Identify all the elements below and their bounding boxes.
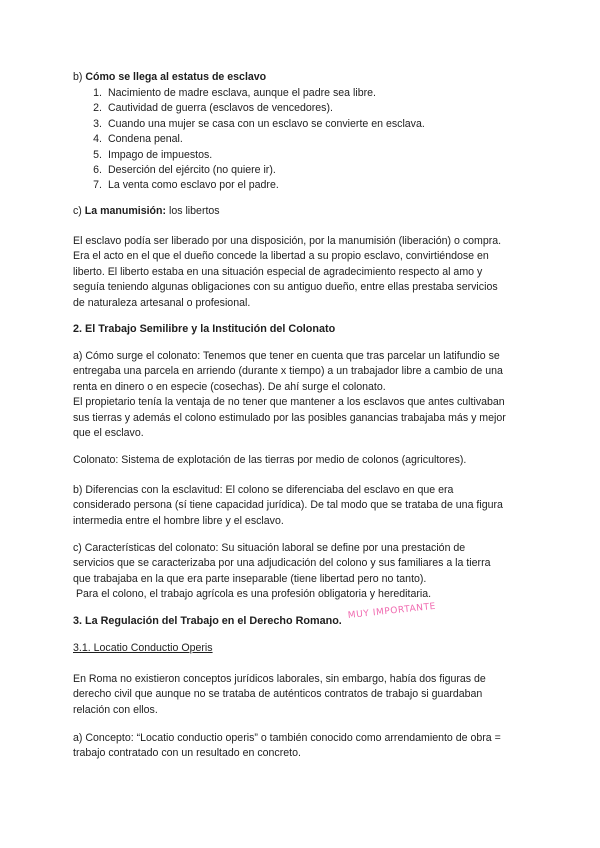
list-text: Condena penal. [108,133,183,146]
list-number: 3. [93,117,102,130]
list-item [73,117,533,132]
paragraph-line: seguía teniendo algunas obligaciones con su antiguo dueño, entre ellas prestaba servicios [73,281,498,294]
paragraph-line: c) Características del colonato: Su situación laboral se define por una prestación de [73,542,466,554]
list-number: 1. [93,87,102,99]
paragraph-line: que trabajaba en la que era parte inseparable (tiene libertad pero no tanto). [73,572,427,585]
section-b-heading [73,70,533,85]
list-number: 6. [93,164,102,177]
characteristics-paragraph [73,541,533,603]
paragraph-line: El propietario tenía la ventaja de no tener que mantener a los esclavos que antes cultivaban [73,396,505,409]
paragraph-line: sus tierras y además el colono estimulado por las posibles ganancias trabajaba más y mejor [73,411,506,424]
section-b-title: Cómo se llega al estatus de esclavo [85,71,267,83]
list-item [73,101,533,116]
list-number: 2. [93,102,102,115]
paragraph-line: de naturaleza artesanal o profesional. [73,296,251,309]
section-c-heading [73,204,533,219]
differences-paragraph [73,483,533,529]
section-c-rest: los libertos [168,205,220,217]
list-item [73,132,533,147]
list-number: 5. [93,148,102,161]
paragraph-line: considerado persona (sí tiene capacidad jurídica). De tal modo que se trataba de una figura [73,499,503,512]
paragraph-line: b) Diferencias con la esclavitud: El colono se diferenciaba del esclavo en que era [73,484,454,496]
paragraph-line: Para el colono, el trabajo agrícola es una profesión obligatoria y hereditaria. [73,588,432,601]
list-number: 7. [93,179,102,192]
list-number: 4. [93,133,102,146]
concept-paragraph [73,731,533,762]
list-text: Deserción del ejército (no quiere ir). [108,164,276,177]
list-item [73,148,533,163]
paragraph-line: trabajo contratado con un resultado en concreto. [73,747,301,760]
paragraph-line: liberto. El liberto estaba en una situación especial de agradecimiento respecto al amo y [73,265,483,278]
list-text: Cuando una mujer se casa con un esclavo se convierte en esclava. [108,117,425,130]
section-c-prefix: c) [73,205,82,217]
list-item [73,86,533,101]
slavery-causes-list [73,86,533,194]
paragraph-line: derecho civil que aunque no se trataba de auténticos contratos de trabajo si guardaban [73,688,483,701]
paragraph-line: entregaba una parcela en arriendo (durante x tiempo) a un trabajador libre a cambio de una [73,365,503,378]
list-text: Impago de impuestos. [108,148,213,161]
section-3-heading: 3. La Regulación del Trabajo en el Derecho Romano. [73,615,342,627]
section-b-prefix: b) [73,71,83,83]
list-text: Nacimiento de madre esclava, aunque el padre sea libre. [108,87,376,99]
handwritten-annotation: MUY IMPORTANTE [347,601,437,621]
manumission-paragraph [73,234,533,311]
section-2-heading: 2. El Trabajo Semilibre y la Institución del Colonato [73,323,336,335]
roman-law-intro-paragraph [73,672,533,718]
paragraph-line: intermedia entre el hombre libre y el esclavo. [73,514,284,527]
paragraph-line: que el esclavo. [73,427,144,440]
paragraph-line: servicios que se caracterizaba por una adjudicación del colono y sus familiares a la tierra [73,557,491,570]
paragraph-line: El esclavo podía ser liberado por una disposición, por la manumisión (liberación) o compra. [73,235,502,247]
list-item [73,163,533,178]
subsection-heading: 3.1. Locatio Conductio Operis [73,642,213,654]
paragraph-line: relación con ellos. [73,703,158,716]
list-text: Cautividad de guerra (esclavos de vencedores). [108,102,333,115]
list-item [73,178,533,193]
section-c-title: La manumisión: [84,205,167,217]
paragraph-line: Era el acto en el que el dueño concede la libertad a su propio esclavo, convirtiéndose en [73,250,489,263]
paragraph-line: En Roma no existieron conceptos jurídicos laborales, sin embargo, había dos figuras de [73,673,486,685]
paragraph-line: a) Cómo surge el colonato: Tenemos que tener en cuenta que tras parcelar un latifundio se [73,350,500,362]
paragraph-line: a) Concepto: “Locatio conductio operis” o también conocido como arrendamiento de obra = [73,732,501,744]
colonato-origin-paragraph [73,349,533,441]
list-text: La venta como esclavo por el padre. [108,179,279,192]
paragraph-line: renta en dinero o en especie (cosechas). De ahí surge el colonato. [73,380,386,393]
colonato-definition: Colonato: Sistema de explotación de las tierras por medio de colonos (agricultores). [73,454,467,466]
